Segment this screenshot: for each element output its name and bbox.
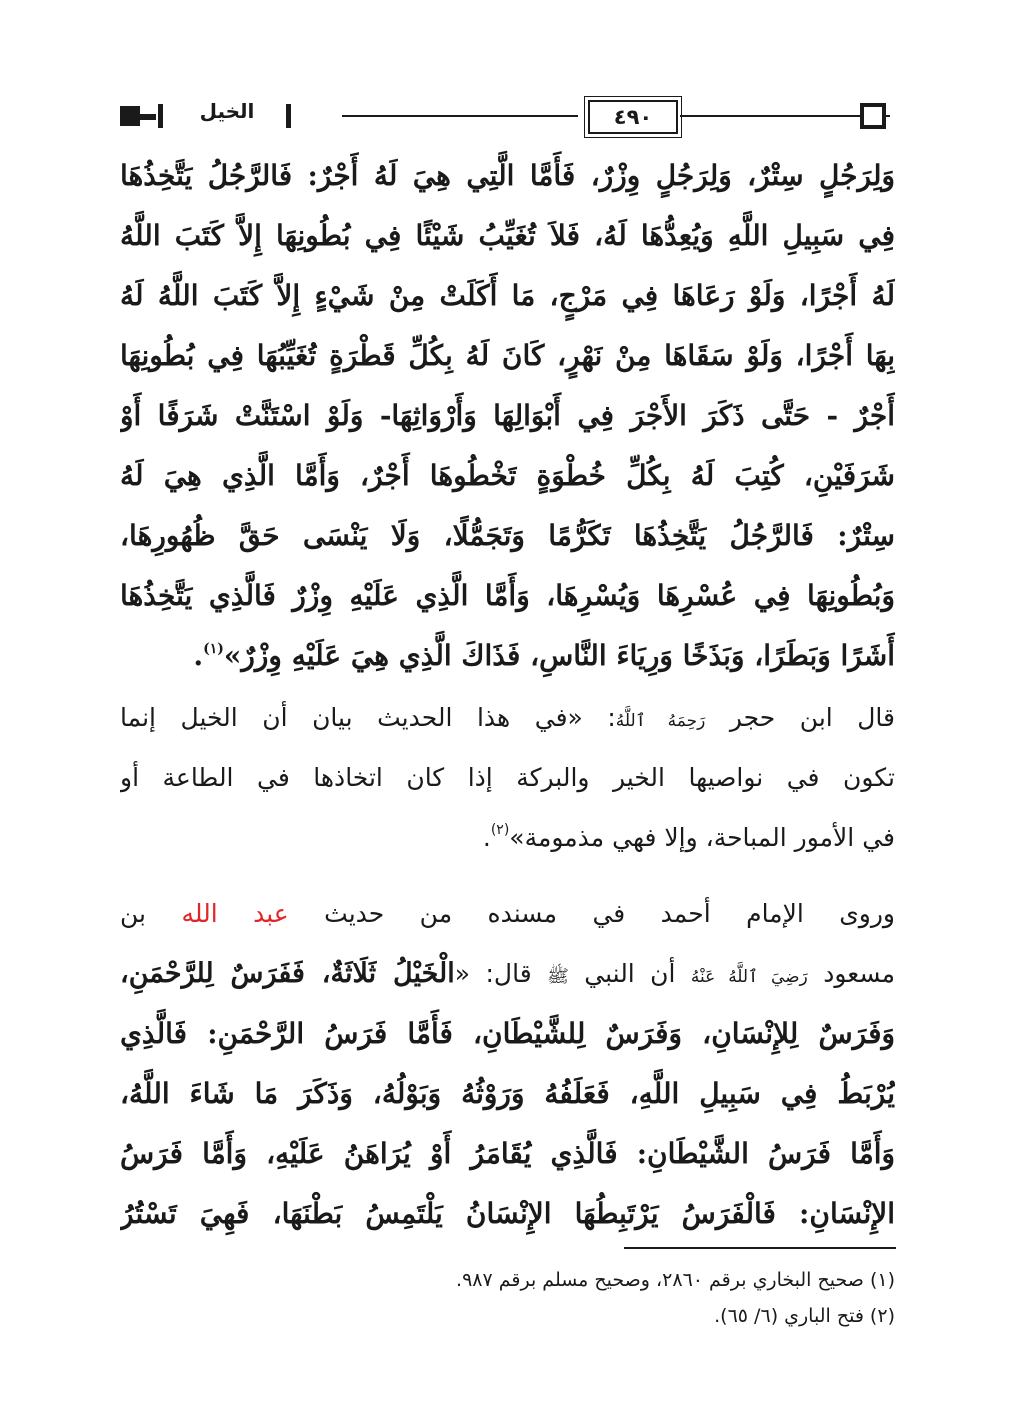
header-rule-middle xyxy=(342,115,578,117)
honorific: ﷺ xyxy=(547,966,569,987)
header-ornament-right xyxy=(860,103,886,129)
hadith-line: فِي سَبِيلِ اللَّهِ وَيُعِدُّهَا لَهُ، فَلاَ تُغَيِّبُ شَيْئًا فِي بُطُونِهَا إِلاَّ كَتَبَ اللَّهُ xyxy=(120,219,895,252)
paragraph-line xyxy=(120,808,895,868)
honorific: رَضِيَ ٱللَّهُ عَنْهُ xyxy=(690,967,808,987)
paragraph-line: تكون في نواصيها الخير والبركة إذا كان اتخاذها في الطاعة أو xyxy=(120,763,895,792)
hadith-line: وَلِرَجُلٍ سِتْرٌ، وَلِرَجُلٍ وِزْرٌ، فَأَمَّا الَّتِي هِيَ لَهُ أَجْرٌ: فَالرَّجُلُ يَتَّخِذُهَا xyxy=(120,159,895,192)
header-rule-right xyxy=(680,115,890,117)
hadith-line: لَهُ أَجْرًا، وَلَوْ رَعَاهَا فِي مَرْجٍ، مَا أَكَلَتْ مِنْ شَيْءٍ إِلاَّ كَتَبَ اللَّهُ لَهُ xyxy=(120,279,895,312)
page-header xyxy=(120,98,894,136)
hadith-line: بِهَا أَجْرًا، وَلَوْ سَقَاهَا مِنْ نَهْرٍ، كَانَ لَهُ بِكُلِّ قَطْرَةٍ تُغَيِّبُهَا فِي بُطُونِهَا xyxy=(120,339,895,372)
honorific: رَحِمَهُ ٱللَّهُ xyxy=(615,711,706,731)
text: : «في هذا الحديث بيان أن الخيل إنما xyxy=(120,703,616,732)
hadith-line: وَفَرَسٌ لِلإِنْسَانِ، وَفَرَسٌ لِلشَّيْطَانِ، فَأَمَّا فَرَسُ الرَّحْمَنِ: فَالَّذِي xyxy=(120,1017,895,1050)
hadith-line: شَرَفَيْنِ، كُتِبَ لَهُ بِكُلِّ خُطْوَةٍ تَخْطُوهَا أَجْرٌ، وَأَمَّا الَّذِي هِيَ لَهُ xyxy=(120,459,895,492)
punctuation: . xyxy=(482,823,491,852)
hadith-line: الإِنْسَانِ: فَالْفَرَسُ يَرْتَبِطُهَا الإِنْسَانُ يَلْتَمِسُ بَطْنَهَا، فَهِيَ تَسْتُرُ xyxy=(120,1197,895,1230)
hadith-text: الْخَيْلُ ثَلَاثَةٌ، فَفَرَسٌ لِلرَّحْمَنِ، xyxy=(120,958,455,989)
ibn-hajar-paragraph xyxy=(120,688,895,868)
footnote: (١) صحيح البخاري برقم ٢٨٦٠، وصحيح مسلم برقم ٩٨٧. xyxy=(456,1269,895,1291)
ahmad-paragraph xyxy=(120,884,895,1244)
hadith-line: أَجْرٌ - حَتَّى ذَكَرَ الأَجْرَ فِي أَبْوَالِهَا وَأَرْوَاثِهَا- وَلَوْ اسْتَنَّتْ شَرَفًا أَوْ xyxy=(120,399,895,432)
hadith-line-text: أَشَرًا وَبَطَرًا، وَبَذَخًا وَرِيَاءَ النَّاسِ، فَذَاكَ الَّذِي هِيَ عَلَيْهِ وِزْرٌ» xyxy=(223,639,895,672)
text: في الأمور المباحة، وإلا فهي مذمومة» xyxy=(509,823,895,852)
footnote-ref: (١) xyxy=(203,641,224,657)
chapter-title: الخيل xyxy=(199,99,255,123)
highlighted-name: عبد الله xyxy=(181,899,289,928)
footnote-separator xyxy=(624,1247,896,1249)
hadith-text-top xyxy=(120,146,895,686)
header-bar xyxy=(286,104,291,128)
header-bar xyxy=(158,104,163,128)
hadith-line: وَبُطُونِهَا فِي عُسْرِهَا وَيُسْرِهَا، وَأَمَّا الَّذِي عَلَيْهِ وِزْرٌ فَالَّذِي يَتَّخِذُهَا xyxy=(120,579,895,612)
footnotes xyxy=(300,1262,895,1334)
text: مسعود xyxy=(807,959,895,988)
hadith-line: وَأَمَّا فَرَسُ الشَّيْطَانِ: فَالَّذِي يُقَامَرُ أَوْ يُرَاهَنُ عَلَيْهِ، وَأَمَّا فَرَسُ xyxy=(120,1137,895,1170)
footnote: (٢) فتح الباري (٦/ ٦٥). xyxy=(714,1305,895,1327)
paragraph-line xyxy=(120,884,895,944)
text: أن النبي xyxy=(568,959,691,988)
hadith-line xyxy=(120,626,895,686)
paragraph-line xyxy=(120,688,895,748)
header-rule-left xyxy=(126,114,156,120)
footnote-ref: (٢) xyxy=(490,822,510,838)
hadith-line: سِتْرٌ: فَالرَّجُلُ يَتَّخِذُهَا تَكَرُّمًا وَتَجَمُّلًا، وَلَا يَنْسَى حَقَّ ظُهُورِهَا، xyxy=(120,519,895,552)
punctuation: . xyxy=(193,639,204,672)
page-number: ٤٩٠ xyxy=(588,100,678,134)
text: بن xyxy=(120,899,182,928)
text: قال: « xyxy=(454,959,548,988)
paragraph-line xyxy=(120,944,895,1004)
hadith-line: يُرْبَطُ فِي سَبِيلِ اللَّهِ، فَعَلَفُهُ وَرَوْثُهُ وَبَوْلُهُ، وَذَكَرَ مَا شَاءَ اللَّهُ، xyxy=(120,1077,895,1110)
text: قال ابن حجر xyxy=(705,703,895,732)
text: وروى الإمام أحمد في مسنده من حديث xyxy=(288,899,895,928)
